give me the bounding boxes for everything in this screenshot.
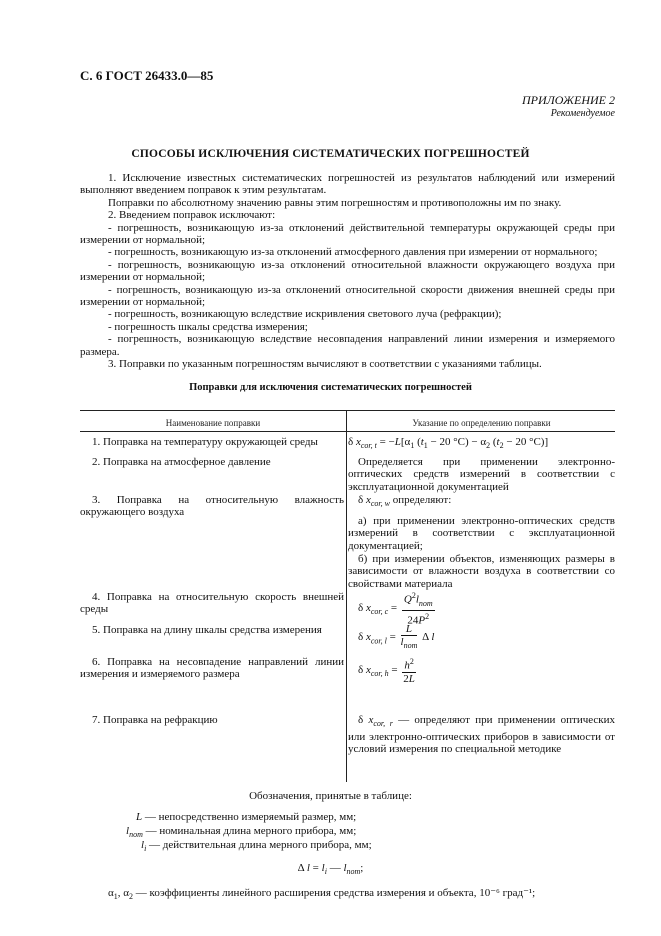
table-header-rule <box>80 431 615 432</box>
legend-symbol: L <box>136 811 143 823</box>
table-row-instruction: δ $x_{cor, r}$ — определяют при применении оптических или электронно-оптических приборов в зависимости от условий измерения по специальной методике <box>348 714 616 755</box>
document-title: СПОСОБЫ ИСКЛЮЧЕНИЯ СИСТЕМАТИЧЕСКИХ ПОГРЕШНОСТЕЙ <box>131 148 530 160</box>
paragraph-3: 2. Введением поправок исключают: <box>108 209 276 222</box>
alpha-text: — коэффициенты линейного расширения средства измерения и объекта, 10⁻⁶ град⁻¹; <box>135 887 536 899</box>
list-item: - погрешность, возникающую вследствие искривления светового луча (рефракции); <box>108 308 502 321</box>
list-item: - погрешность, возникающую из-за отклонений атмосферного давления при измерении от нормального; <box>108 246 598 259</box>
table-row-subitem: б) при измерении объектов, изменяющих размеры в зависимости от влажности воздуха в соответствии со свойствами материала <box>348 553 615 590</box>
table-header-name: Наименование поправки <box>165 418 261 428</box>
legend-text: — действительная длина мерного прибора, мм; <box>149 839 372 851</box>
appendix-number: ПРИЛОЖЕНИЕ 2 <box>522 93 615 107</box>
table-row-name: 4. Поправка на относительную скорость внешней среды <box>80 591 344 616</box>
table-row-subitem: а) при применении электронно-оптических средств измерений в соответствии с эксплуатационной документацией; <box>348 515 615 552</box>
legend-item <box>136 811 356 823</box>
page-header: С. 6 ГОСТ 26433.0—85 <box>80 68 214 83</box>
table-row-name: 1. Поправка на температуру окружающей среды <box>92 436 318 448</box>
table-row-name: 6. Поправка на несовпадение направлений линии измерения и измеряемого размера <box>80 656 344 681</box>
alpha-definition: $\alpha_1$, $\alpha_2$ — коэффициенты линейного расширения средства измерения и объекта, 10⁻⁶ град⁻¹; <box>108 887 536 902</box>
paragraph-2: Поправки по абсолютному значению равны этим погрешностям и противоположны им по знаку. <box>108 196 562 209</box>
table-top-rule <box>80 410 615 411</box>
table-title: Поправки для исключения систематических погрешностей <box>189 382 472 393</box>
formula-temperature: δ $x_{cor, t} = -L[\alpha_1$ ($t_1 - 20$ $^\circ С) - \alpha_2$ ($t_2 - 20$ °С)] <box>348 436 549 451</box>
table-header-instruction: Указание по определению поправки <box>412 418 551 428</box>
formula-wind-speed: δ $x_{cor, c}$ = $\frac{Q^2l_{nom}}{24P^2}$ <box>358 591 433 627</box>
list-item: - погрешность, возникающую вследствие несовпадения направлений линии измерения и измеряемого размера. <box>80 333 615 358</box>
delta-formula: Δ $l = l_i$ — $l_{nom}$; <box>297 862 364 877</box>
table-row-name: 2. Поправка на атмосферное давление <box>92 456 271 468</box>
table-row-name: 7. Поправка на рефракцию <box>92 714 218 726</box>
paragraph-1: 1. Исключение известных систематических погрешностей из результатов наблюдений или измерений выполняют введением поправок к этим результатам. <box>80 172 615 197</box>
legend-item: $l_{nom}$ — номинальная длина мерного прибора, мм; <box>126 825 357 840</box>
legend-title: Обозначения, принятые в таблице: <box>249 790 412 802</box>
paragraph-4: 3. Поправки по указанным погрешностям вычисляют в соответствии с указаниями таблицы. <box>108 358 542 371</box>
list-item: - погрешность, возникающую из-за отклонений относительной влажности окружающего воздуха при измерении от нормальной; <box>80 258 615 284</box>
formula-misalignment: δ $x_{cor, h}$ = $\frac{h^2}{2L}$ <box>358 657 415 685</box>
appendix-label <box>522 94 615 120</box>
legend-text: — номинальная длина мерного прибора, мм; <box>145 825 357 837</box>
body-text <box>80 172 615 371</box>
legend-symbol: l <box>141 839 145 851</box>
table-row-instruction: Определяется при применении электронно-оптических средств измерений в соответствии с эксплуатационной документацией <box>348 456 615 493</box>
instruction-text: — определяют при применении оптических или электронно-оптических приборов в зависимости от условий измерения по специальной методике <box>348 714 616 755</box>
list-item: - погрешность, возникающую из-за отклонений относительной скорости движения внешней среды при измерении от нормальной; <box>80 283 615 309</box>
legend-symbol: l <box>126 825 130 837</box>
table-row-instruction: δ $x_{cor, w}$ определяют: <box>358 494 452 509</box>
legend-item: $l_i$ — действительная длина мерного прибора, мм; <box>141 839 372 854</box>
list-item: - погрешность шкалы средства измерения; <box>108 320 308 333</box>
instruction-text: определяют: <box>392 494 452 506</box>
table-row-name: 3. Поправка на относительную влажность окружающего воздуха <box>80 494 344 519</box>
formula-scale-length: δ $x_{cor, l}$ = $\frac{L}{l_{nom}}$ Δ l <box>358 623 435 651</box>
table-row-name: 5. Поправка на длину шкалы средства измерения <box>92 624 322 636</box>
list-item: - погрешность, возникающую из-за отклонений действительной температуры окружающей среды при измерении от нормальной; <box>80 221 615 247</box>
appendix-status: Рекомендуемое <box>550 108 615 119</box>
legend-text: — непосредственно измеряемый размер, мм; <box>144 811 357 823</box>
table-column-divider <box>346 410 347 782</box>
